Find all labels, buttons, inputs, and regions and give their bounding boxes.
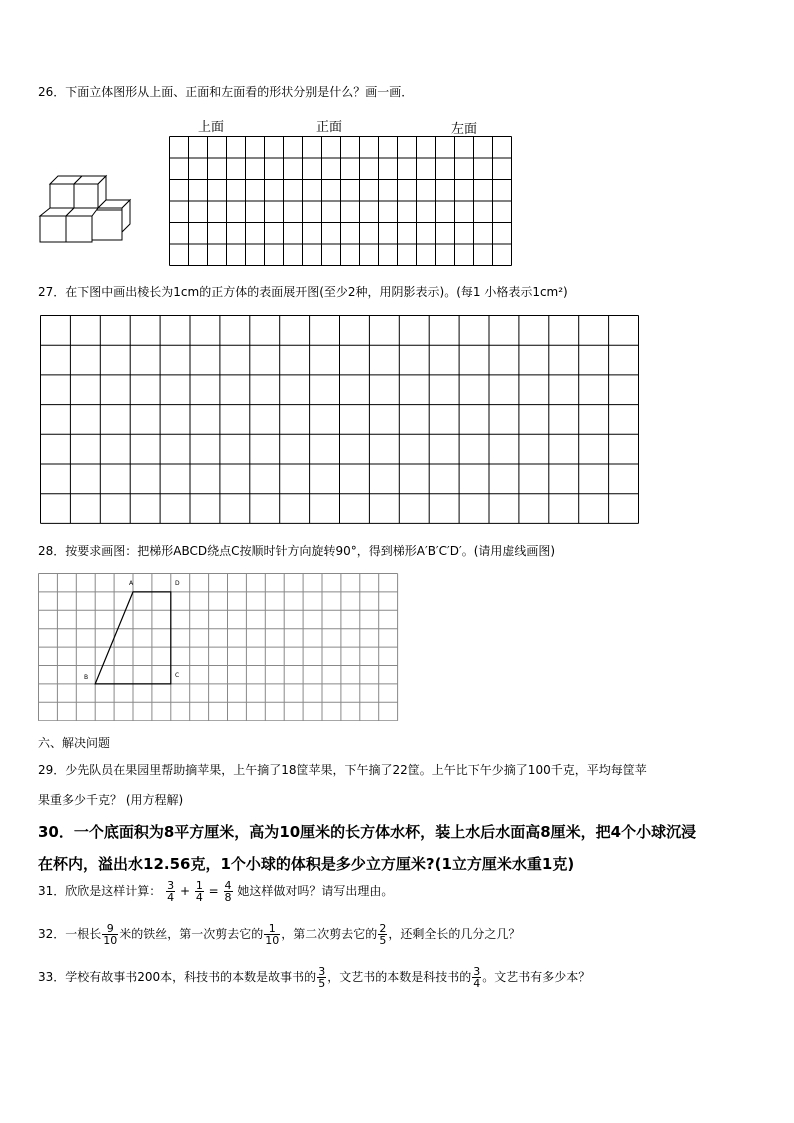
- grid-q27[interactable]: [40, 315, 640, 524]
- q33-part2: ，文艺书的本数是科技书的: [327, 970, 472, 984]
- q29-line2: 果重多少千克？ (用方程解): [38, 793, 184, 807]
- point-c-label: C: [175, 672, 180, 679]
- q32-part1: 32．一根长: [38, 927, 102, 941]
- q31-suffix: 她这样做对吗？请写出理由。: [237, 884, 394, 898]
- q31-equals: =: [208, 884, 219, 898]
- q27-text: 27．在下图中画出棱长为1cm的正方体的表面展开图(至少2种，用阴影表示)。(每1 小格表示1cm²): [38, 285, 568, 299]
- section-title: 六、解决问题: [38, 736, 111, 750]
- label-left-view: 左面: [451, 122, 478, 137]
- q33-fraction-2: $\frac{3}{4}$: [473, 965, 481, 990]
- q29-line1: 29．少先队员在果园里帮助摘苹果，上午摘了18筐苹果，下午摘了22筐。上午比下午少摘了100千克，平均每筐苹: [38, 763, 647, 777]
- q33-fraction-1: $\frac{3}{5}$: [318, 965, 326, 990]
- q28-text: 28．按要求画图：把梯形ABCD绕点C按顺时针方向旋转90°，得到梯形A′B′C′D′。(请用虚线画图): [38, 544, 556, 558]
- label-front-view: 正面: [316, 120, 343, 135]
- point-a-label: A: [129, 580, 134, 587]
- q33: [38, 966, 590, 989]
- q32-part3: ，第二次剪去它的: [281, 927, 378, 941]
- q31: [38, 880, 393, 903]
- q31-fraction-2: $\frac{1}{4}$: [195, 879, 203, 904]
- q31-plus: +: [179, 884, 190, 898]
- label-top-view: 上面: [198, 120, 225, 135]
- q31-fraction-3: $\frac{4}{8}$: [224, 879, 232, 904]
- q32-part4: ，还剩全长的几分之几？: [388, 927, 521, 941]
- q26-text: 26．下面立体图形从上面、正面和左面看的形状分别是什么？画一画．: [38, 85, 414, 99]
- q32-part2: 米的铁丝，第一次剪去它的: [119, 927, 264, 941]
- q31-fraction-1: $\frac{3}{4}$: [167, 879, 175, 904]
- q32-fraction-3: $\frac{2}{5}$: [379, 922, 387, 947]
- q31-prefix: 31．欣欣是这样计算：: [38, 884, 162, 898]
- q30-line2: 在杯内，溢出水12.56克，1个小球的体积是多少立方厘米?(1立方厘米水重1克): [38, 855, 575, 873]
- q30-line1: 30．一个底面积为8平方厘米，高为10厘米的长方体水杯，装上水后水面高8厘米，把4个小球沉浸: [38, 823, 697, 841]
- point-d-label: D: [175, 580, 180, 587]
- q33-part3: 。文艺书有多少本？: [482, 970, 591, 984]
- q32-fraction-2: $\frac{1}{10}$: [265, 922, 280, 947]
- q33-part1: 33．学校有故事书200本，科技书的本数是故事书的: [38, 970, 317, 984]
- cube-figure: [38, 172, 138, 246]
- q32: [38, 923, 520, 946]
- grid-q28[interactable]: [38, 573, 400, 721]
- q32-fraction-1: $\frac{9}{10}$: [103, 922, 118, 947]
- point-b-label: B: [84, 674, 89, 681]
- grid-q26[interactable]: [169, 136, 512, 267]
